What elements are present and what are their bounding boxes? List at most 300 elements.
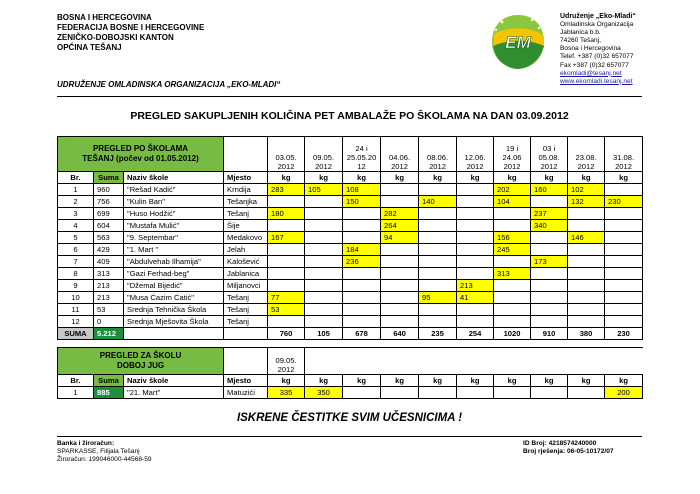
date-line: 09.05. (312, 153, 335, 162)
kg-cell: 184 (343, 244, 381, 256)
kg-cell (457, 268, 494, 280)
column-header: kg (419, 172, 457, 184)
date-line: 12 (357, 162, 366, 171)
table-row (58, 316, 643, 328)
footer-bank (57, 440, 152, 464)
table-row (58, 196, 643, 208)
kg-cell (494, 316, 531, 328)
empty-header (305, 348, 343, 375)
column-header: Mjesto (224, 172, 268, 184)
table-row (58, 184, 643, 196)
kg-cell: 283 (268, 184, 305, 196)
kg-cell (494, 256, 531, 268)
kg-cell (568, 268, 605, 280)
kg-cell (568, 387, 605, 399)
column-header: Naziv škole (124, 375, 224, 387)
org-name: Udruženje „Eko-Mladi“ (560, 13, 636, 20)
kg-cell (457, 304, 494, 316)
kg-cell (268, 196, 305, 208)
kg-cell (568, 280, 605, 292)
row-sum: 429 (94, 244, 124, 256)
kg-cell (605, 280, 643, 292)
column-header: kg (568, 375, 605, 387)
row-number: 7 (58, 256, 94, 268)
row-number: 8 (58, 268, 94, 280)
school-name: Srednja Tehnička Škola (124, 304, 224, 316)
kg-cell: 180 (268, 208, 305, 220)
sum-kg: 230 (605, 328, 643, 340)
column-header: kg (457, 375, 494, 387)
web-link[interactable]: www.ekomladi.tesanj.net (560, 77, 633, 85)
date-line: 19 i (505, 144, 519, 153)
kg-cell (268, 316, 305, 328)
date-line: 09.05. (275, 356, 297, 365)
column-header: kg (605, 172, 643, 184)
school-name: "Rešad Kadić" (124, 184, 224, 196)
school-name: "21. Mart" (124, 387, 224, 399)
school-name: "1. Mart " (124, 244, 224, 256)
kg-cell (419, 387, 457, 399)
row-sum: 699 (94, 208, 124, 220)
kg-cell (381, 304, 419, 316)
date-line: 2012 (466, 162, 484, 171)
sum-spacer (124, 328, 224, 340)
kg-cell (457, 232, 494, 244)
page-title: PREGLED SAKUPLJENIH KOLIČINA PET AMBALAŽE PO ŠKOLAMA NA DAN 03.09.2012 (130, 110, 569, 122)
kg-cell (531, 292, 568, 304)
kg-cell (457, 220, 494, 232)
kg-cell (343, 232, 381, 244)
kg-cell (343, 292, 381, 304)
organization-line: UDRUŽENJE OMLADINSKA ORGANIZACIJA „EKO-MLADI“ (57, 80, 281, 89)
kg-cell (457, 244, 494, 256)
kg-cell (381, 292, 419, 304)
date-line: 05.08. (538, 153, 560, 162)
row-number: 1 (58, 184, 94, 196)
kg-cell (268, 280, 305, 292)
bank-account: Žiroračun: 199046000-44568-59 (57, 456, 152, 463)
row-sum: 213 (94, 292, 124, 304)
row-number: 1 (58, 387, 94, 399)
school-name: "Kulin Ban" (124, 196, 224, 208)
column-header: Naziv škole (124, 172, 224, 184)
mjesto-spacer (224, 348, 268, 375)
kg-cell (419, 280, 457, 292)
kg-cell (419, 256, 457, 268)
column-header: Suma (94, 172, 124, 184)
column-header: kg (568, 172, 605, 184)
kg-cell (457, 196, 494, 208)
sum-spacer (224, 328, 268, 340)
row-number: 11 (58, 304, 94, 316)
sum-kg: 678 (343, 328, 381, 340)
kg-cell (568, 304, 605, 316)
school-name: Srednja Mješovita Škola (124, 316, 224, 328)
school-place: Miljanovci (224, 280, 268, 292)
column-header: kg (268, 375, 305, 387)
header-line: FEDERACIJA BOSNE I HERCEGOVINE (57, 23, 205, 32)
date-line: 2012 (540, 162, 558, 171)
kg-cell (568, 244, 605, 256)
date-header (605, 137, 643, 172)
date-line: 2012 (429, 162, 446, 171)
school-place: Tešanj (224, 208, 268, 220)
logo-text: EM (505, 33, 531, 52)
kg-cell (343, 208, 381, 220)
kg-cell: 202 (494, 184, 531, 196)
address-line: 74260 Tešanj, (560, 37, 601, 45)
date-header (457, 137, 494, 172)
sum-row (58, 328, 643, 340)
table-row (58, 292, 643, 304)
kg-cell: 132 (568, 196, 605, 208)
sum-kg: 640 (381, 328, 419, 340)
date-line: 2012 (277, 365, 295, 374)
date-line: 2012 (391, 162, 408, 171)
row-number: 4 (58, 220, 94, 232)
kg-cell (305, 304, 343, 316)
kg-cell (381, 196, 419, 208)
kg-cell (268, 220, 305, 232)
school-place: Jelah (224, 244, 268, 256)
kg-cell: 53 (268, 304, 305, 316)
kg-cell (381, 268, 419, 280)
column-header: kg (457, 172, 494, 184)
kg-cell (419, 268, 457, 280)
kg-cell: 213 (457, 280, 494, 292)
column-header: kg (419, 375, 457, 387)
kg-cell (305, 316, 343, 328)
column-header: kg (343, 172, 381, 184)
date-line: 03.05. (275, 153, 297, 162)
row-number: 6 (58, 244, 94, 256)
sum-kg: 760 (268, 328, 305, 340)
empty-header (343, 348, 381, 375)
school-place: Tešanj (224, 304, 268, 316)
kg-cell: 230 (605, 196, 643, 208)
schools-table (57, 136, 643, 340)
table-row (58, 304, 643, 316)
kg-cell: 102 (568, 184, 605, 196)
kg-cell (343, 220, 381, 232)
kg-cell: 167 (268, 232, 305, 244)
kg-cell (568, 292, 605, 304)
kg-cell (305, 256, 343, 268)
kg-cell: 200 (605, 387, 643, 399)
sum-kg: 380 (568, 328, 605, 340)
congratulations-text: ISKRENE ČESTITKE SVIM UČESNICIMA ! (236, 412, 463, 424)
header-left (57, 13, 204, 53)
empty-header (457, 348, 494, 375)
sum-kg: 105 (305, 328, 343, 340)
column-header: kg (494, 375, 531, 387)
kg-cell (457, 316, 494, 328)
kg-cell (457, 387, 494, 399)
kg-cell (605, 256, 643, 268)
kg-cell (494, 292, 531, 304)
group-title-line: DOBOJ JUG (116, 361, 165, 370)
kg-cell (568, 256, 605, 268)
kg-cell (305, 292, 343, 304)
school-place: Kalošević (224, 256, 268, 268)
header-row (58, 348, 643, 375)
kg-cell: 335 (268, 387, 305, 399)
school-name: "Abdulvehab Ilhamija" (124, 256, 224, 268)
kg-cell (305, 232, 343, 244)
kg-cell (419, 184, 457, 196)
kg-cell (494, 304, 531, 316)
header-right (560, 13, 636, 86)
sum-kg: 910 (531, 328, 568, 340)
kg-cell: 160 (531, 184, 568, 196)
school-name: "Džemal Bijedić" (124, 280, 224, 292)
kg-cell (268, 268, 305, 280)
kg-cell (305, 280, 343, 292)
date-line: 24 i (355, 144, 368, 153)
date-header (381, 137, 419, 172)
kg-cell (494, 220, 531, 232)
phone-line: Telef. +387 (0)32 657077 (560, 53, 634, 61)
row-sum: 960 (94, 184, 124, 196)
school-place: Medakovo (224, 232, 268, 244)
row-sum: 53 (94, 304, 124, 316)
row-sum: 756 (94, 196, 124, 208)
school-place: Tešanj (224, 292, 268, 304)
table-row (58, 387, 643, 399)
kg-cell (343, 268, 381, 280)
kg-cell (605, 184, 643, 196)
row-number: 9 (58, 280, 94, 292)
row-sum: 409 (94, 256, 124, 268)
kg-cell (605, 232, 643, 244)
school-place: Tešanj (224, 316, 268, 328)
date-line: 2012 (315, 162, 332, 171)
kg-cell (381, 316, 419, 328)
kg-cell (381, 184, 419, 196)
footer-divider (57, 436, 642, 437)
table-row (58, 244, 643, 256)
group-title-line: PREGLED ZA ŠKOLU (99, 351, 182, 360)
table-row (58, 256, 643, 268)
date-header (343, 137, 381, 172)
sum-label: SUMA (58, 328, 94, 340)
school-place: Tešanjka (224, 196, 268, 208)
school-name: "Gazi Ferhad-beg" (124, 268, 224, 280)
kg-cell (419, 304, 457, 316)
kg-cell (268, 244, 305, 256)
kg-cell (531, 268, 568, 280)
table-row (58, 220, 643, 232)
email-link[interactable]: ekomladi@tesanj.net (560, 69, 622, 77)
header-line: ZENIČKO-DOBOJSKI KANTON (57, 33, 174, 42)
header-row (58, 137, 643, 172)
kg-cell: 105 (305, 184, 343, 196)
column-header: Mjesto (224, 375, 268, 387)
registration-number: Broj rješenja: 06-05-10172/07 (523, 448, 614, 455)
group-title-line: PREGLED PO ŠKOLAMA (92, 144, 189, 153)
date-line: 12.06. (464, 153, 486, 162)
kg-cell (531, 304, 568, 316)
school-name: "9. Septembar" (124, 232, 224, 244)
empty-header (568, 348, 605, 375)
group-title (58, 348, 224, 375)
column-header-row (58, 375, 643, 387)
sum-kg: 254 (457, 328, 494, 340)
school-place: Šije (224, 220, 268, 232)
kg-cell (605, 292, 643, 304)
date-line: 2012 (503, 162, 521, 171)
column-header: kg (531, 172, 568, 184)
kg-cell (343, 304, 381, 316)
footer-ids (523, 440, 614, 456)
kg-cell (419, 208, 457, 220)
date-line: 04.06. (388, 153, 411, 162)
address-line: Jablanica b.b. (560, 29, 601, 37)
kg-cell: 173 (531, 256, 568, 268)
date-line: 2012 (577, 162, 595, 171)
kg-cell: 150 (343, 196, 381, 208)
column-header: Br. (58, 375, 94, 387)
kg-cell (568, 220, 605, 232)
header-divider (57, 96, 642, 97)
doboj-table (57, 347, 643, 399)
empty-header (531, 348, 568, 375)
kg-cell: 313 (494, 268, 531, 280)
kg-cell: 108 (343, 184, 381, 196)
sum-total: 5.212 (94, 328, 124, 340)
school-name: "Huso Hodžić" (124, 208, 224, 220)
date-line: 31.08. (612, 153, 635, 162)
empty-header (494, 348, 531, 375)
row-number: 12 (58, 316, 94, 328)
kg-cell (305, 208, 343, 220)
row-sum: 0 (94, 316, 124, 328)
kg-cell (419, 232, 457, 244)
kg-cell: 237 (531, 208, 568, 220)
id-number: ID Broj: 4218574240000 (523, 440, 597, 447)
kg-cell (305, 196, 343, 208)
group-title (58, 137, 224, 172)
kg-cell: 350 (305, 387, 343, 399)
date-line: 24.06 (502, 153, 522, 162)
kg-cell (305, 244, 343, 256)
kg-cell: 146 (568, 232, 605, 244)
row-sum: 604 (94, 220, 124, 232)
kg-cell (531, 280, 568, 292)
column-header: kg (381, 375, 419, 387)
kg-cell (494, 208, 531, 220)
kg-cell (531, 316, 568, 328)
kg-cell: 156 (494, 232, 531, 244)
sum-kg: 235 (419, 328, 457, 340)
kg-cell (531, 232, 568, 244)
kg-cell: 95 (419, 292, 457, 304)
date-line: 2012 (277, 162, 295, 171)
kg-cell (268, 256, 305, 268)
kg-cell (381, 244, 419, 256)
date-line: 2012 (615, 162, 632, 171)
row-sum: 885 (94, 387, 124, 399)
kg-cell (419, 244, 457, 256)
kg-cell (605, 316, 643, 328)
address-line: Bosna i Hercegovina (560, 45, 621, 53)
date-header (494, 137, 531, 172)
date-line: 25.05.20 (346, 153, 377, 162)
row-sum: 563 (94, 232, 124, 244)
address-line: Omladinska Organizacija (560, 21, 634, 29)
date-line: 08.06. (426, 153, 449, 162)
column-header: Suma (94, 375, 124, 387)
school-place: Jablanica (224, 268, 268, 280)
date-line: 03 i (542, 144, 556, 153)
date-header (531, 137, 568, 172)
kg-cell (343, 387, 381, 399)
bank-name: SPARKASSE, Filijala Tešanj (57, 448, 140, 455)
date-line: 23.08. (575, 153, 597, 162)
column-header: kg (305, 375, 343, 387)
kg-cell: 264 (381, 220, 419, 232)
kg-cell (531, 244, 568, 256)
kg-cell (419, 220, 457, 232)
kg-cell (419, 316, 457, 328)
header-line: BOSNA I HERCEGOVINA (57, 13, 152, 22)
empty-header (419, 348, 457, 375)
column-header: kg (531, 375, 568, 387)
column-header: Br. (58, 172, 94, 184)
kg-cell: 77 (268, 292, 305, 304)
column-header: kg (305, 172, 343, 184)
kg-cell (381, 256, 419, 268)
kg-cell (381, 387, 419, 399)
kg-cell: 41 (457, 292, 494, 304)
school-name: "Musa Ćazim Ćatić" (124, 292, 224, 304)
kg-cell (381, 280, 419, 292)
kg-cell: 245 (494, 244, 531, 256)
header-line: OPĆINA TEŠANJ (57, 43, 122, 52)
kg-cell (457, 256, 494, 268)
row-number: 5 (58, 232, 94, 244)
column-header: kg (381, 172, 419, 184)
kg-cell: 140 (419, 196, 457, 208)
kg-cell: 94 (381, 232, 419, 244)
sum-kg: 1020 (494, 328, 531, 340)
date-header (419, 137, 457, 172)
kg-cell: 282 (381, 208, 419, 220)
kg-cell (343, 280, 381, 292)
row-number: 10 (58, 292, 94, 304)
school-place: Matuzići (224, 387, 268, 399)
row-sum: 213 (94, 280, 124, 292)
kg-cell: 104 (494, 196, 531, 208)
kg-cell (305, 220, 343, 232)
school-name: "Mustafa Mulić" (124, 220, 224, 232)
kg-cell: 236 (343, 256, 381, 268)
kg-cell (457, 184, 494, 196)
kg-cell (605, 220, 643, 232)
kg-cell (531, 196, 568, 208)
kg-cell (494, 280, 531, 292)
kg-cell (568, 208, 605, 220)
kg-cell: 340 (531, 220, 568, 232)
table-row (58, 208, 643, 220)
empty-header (605, 348, 643, 375)
table-row (58, 232, 643, 244)
fax-line: Fax +387 (0)32 657077 (560, 61, 629, 69)
empty-header (381, 348, 419, 375)
kg-cell (605, 244, 643, 256)
kg-cell (605, 304, 643, 316)
row-number: 3 (58, 208, 94, 220)
